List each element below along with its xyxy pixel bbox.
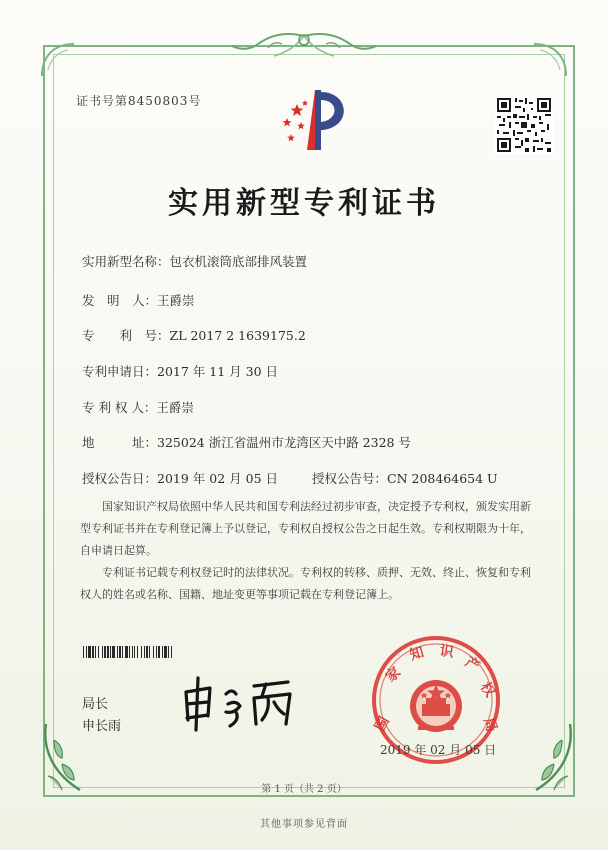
patentee-row bbox=[82, 398, 194, 416]
filing-date-row bbox=[82, 362, 278, 380]
svg-text:产: 产 bbox=[461, 654, 483, 676]
svg-text:局: 局 bbox=[480, 715, 500, 734]
address-label: 地 址： bbox=[82, 435, 158, 450]
filing-date-value: 2017 年 11 月 30 日 bbox=[157, 364, 279, 379]
seal-date: 2019 年 02 月 05 日 bbox=[380, 743, 497, 757]
certificate-number: 证书号第8450803号 bbox=[76, 94, 202, 108]
svg-text:国: 国 bbox=[372, 714, 393, 735]
grant-date-label: 授权公告日： bbox=[82, 471, 158, 486]
patentee-value: 王爵崇 bbox=[156, 400, 194, 415]
director-title: 局长 bbox=[82, 697, 109, 712]
corner-ornament-top-right bbox=[530, 40, 570, 80]
inventor-label: 发 明 人： bbox=[82, 293, 158, 308]
svg-text:权: 权 bbox=[476, 679, 498, 701]
certificate-title: 实用新型专利证书 bbox=[168, 186, 440, 221]
filing-date-label: 专利申请日： bbox=[82, 364, 158, 379]
barcode-icon bbox=[83, 646, 238, 658]
address-row bbox=[82, 433, 411, 451]
footer-note: 其他事项参见背面 bbox=[260, 819, 348, 830]
svg-text:知: 知 bbox=[407, 644, 426, 664]
corner-ornament-top-left bbox=[38, 40, 78, 80]
director-name: 申长雨 bbox=[82, 719, 122, 734]
page-number: 第 1 页（共 2 页） bbox=[261, 784, 347, 795]
address-value: 325024 浙江省温州市龙湾区天中路 2328 号 bbox=[157, 435, 411, 450]
patent-number-row bbox=[82, 326, 306, 344]
utility-model-name-value: 包衣机滚筒底部排风装置 bbox=[169, 254, 308, 269]
director-signature bbox=[178, 672, 308, 732]
top-ornament bbox=[228, 30, 380, 64]
grant-number-label: 授权公告号： bbox=[312, 471, 388, 486]
patentee-label: 专 利 权 人： bbox=[82, 400, 157, 415]
patent-number-value: ZL 2017 2 1639175.2 bbox=[169, 328, 306, 343]
svg-text:识: 识 bbox=[438, 643, 455, 661]
grant-date-value: 2019 年 02 月 05 日 bbox=[157, 471, 279, 486]
legal-status-paragraph: 专利证书记载专利权登记时的法律状况。专利权的转移、质押、无效、终止、恢复和专利权人的姓名或名称、国籍、地址变更等事项记载在专利登记簿上。 bbox=[80, 566, 531, 601]
svg-text:家: 家 bbox=[382, 664, 404, 686]
patent-office-logo-icon bbox=[277, 86, 357, 158]
grant-number-value: CN 208464654 U bbox=[387, 471, 498, 486]
inventor-value: 王爵崇 bbox=[157, 293, 195, 308]
grant-number-row bbox=[312, 469, 498, 487]
utility-model-name-label: 实用新型名称： bbox=[82, 254, 170, 269]
grant-date-row bbox=[82, 469, 278, 487]
grant-statement-paragraph: 国家知识产权局依照中华人民共和国专利法经过初步审查，决定授予专利权，颁发实用新型专利证书并在专利登记簿上予以登记，专利权自授权公告之日起生效。专利权期限为十年，自申请日起算。 bbox=[80, 500, 531, 557]
patent-number-label: 专 利 号： bbox=[82, 328, 170, 343]
inventor-row bbox=[82, 291, 195, 309]
utility-model-name-row bbox=[82, 252, 307, 270]
qr-code-icon bbox=[495, 96, 553, 154]
